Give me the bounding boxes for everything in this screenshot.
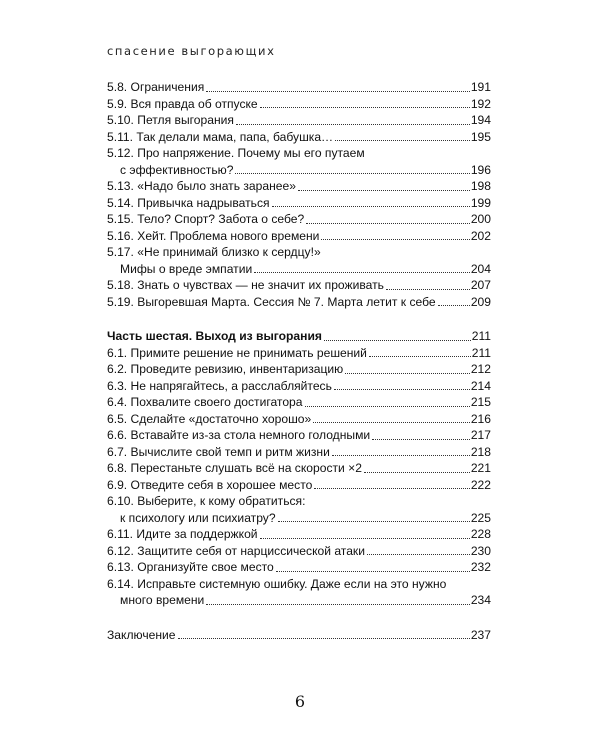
toc-entry-5-10[interactable] xyxy=(107,112,491,129)
toc-entry-title: 6.8. Перестаньте слушать всё на скорости ×2 xyxy=(107,461,362,475)
toc-entry-5-17[interactable] xyxy=(107,244,491,277)
toc-page-number: 217 xyxy=(470,428,491,442)
toc-entry-6-9[interactable] xyxy=(107,477,491,494)
toc-page-number: 209 xyxy=(470,294,491,309)
toc-page-number: 232 xyxy=(470,560,491,574)
toc-page-number: 228 xyxy=(470,527,491,541)
spacer xyxy=(107,609,491,627)
dot-leader xyxy=(367,553,470,555)
toc-entry-title-line2: много времени xyxy=(120,593,205,607)
dot-leader xyxy=(324,339,471,341)
toc-page-number: 230 xyxy=(470,543,491,558)
toc-page-number: 237 xyxy=(470,627,491,642)
toc-part-six-heading[interactable] xyxy=(107,328,491,345)
toc-entry-6-7[interactable] xyxy=(107,444,491,461)
dot-leader xyxy=(372,438,470,440)
toc-entry-title-line2: Мифы о вреде эмпатии xyxy=(120,261,253,276)
dot-leader xyxy=(438,304,470,306)
toc-entry-6-11[interactable] xyxy=(107,526,491,543)
toc-entry-title: 6.1. Примите решение не принимать решений xyxy=(107,345,367,360)
toc-page-number: 199 xyxy=(470,195,491,210)
toc-entry-title: 6.3. Не напрягайтесь, а расслабляйтесь xyxy=(107,378,332,393)
toc-entry-5-18[interactable] xyxy=(107,277,491,294)
dot-leader xyxy=(236,123,470,125)
dot-leader xyxy=(178,637,470,639)
toc-entry-title: 5.10. Петля выгорания xyxy=(107,113,234,127)
dot-leader xyxy=(335,139,470,141)
toc-entry-title-line2: с эффективностью? xyxy=(120,162,234,177)
dot-leader xyxy=(276,570,470,572)
dot-leader xyxy=(260,106,470,108)
toc-entry-6-4[interactable] xyxy=(107,394,491,411)
toc-page-number: 196 xyxy=(470,162,491,177)
toc-entry-5-19[interactable] xyxy=(107,294,491,311)
dot-leader xyxy=(332,454,470,456)
dot-leader xyxy=(306,222,470,224)
spacer xyxy=(107,310,491,328)
dot-leader xyxy=(314,487,469,489)
toc-entry-conclusion[interactable] xyxy=(107,627,491,644)
dot-leader xyxy=(298,189,470,191)
toc-entry-title: 6.2. Проведите ревизию, инвентаризацию xyxy=(107,362,344,376)
toc-entry-5-9[interactable] xyxy=(107,96,491,113)
toc-page-number: 194 xyxy=(470,113,491,127)
toc-entry-6-10[interactable] xyxy=(107,493,491,526)
toc-entry-6-14[interactable] xyxy=(107,576,491,609)
toc-entry-6-13[interactable] xyxy=(107,559,491,576)
toc-page-number: 218 xyxy=(470,444,491,459)
toc-page-number: 225 xyxy=(470,510,491,525)
toc-entry-6-6[interactable] xyxy=(107,427,491,444)
table-of-contents xyxy=(107,79,491,643)
toc-entry-title: 5.19. Выгоревшая Марта. Сессия № 7. Марта летит к себе xyxy=(107,294,436,309)
dot-leader xyxy=(313,421,470,423)
dot-leader xyxy=(364,471,470,473)
toc-entry-6-8[interactable] xyxy=(107,460,491,477)
toc-page-number: 207 xyxy=(470,278,491,292)
toc-entry-title: 6.12. Защитите себя от нарциссической атаки xyxy=(107,543,365,558)
toc-page-number: 191 xyxy=(470,80,491,94)
dot-leader xyxy=(305,405,470,407)
toc-entry-title: 6.6. Вставайте из-за стола немного голодными xyxy=(107,428,371,442)
toc-entry-6-12[interactable] xyxy=(107,543,491,560)
toc-entry-5-15[interactable] xyxy=(107,211,491,228)
running-head: спасение выгорающих xyxy=(107,44,276,58)
dot-leader xyxy=(334,388,470,390)
toc-entry-title: 6.9. Отведите себя в хорошее место xyxy=(107,477,313,492)
toc-entry-title: 5.18. Знать о чувствах — не значит их проживать xyxy=(107,278,384,292)
toc-entry-title: 5.9. Вся правда об отпуске xyxy=(107,96,258,111)
dot-leader xyxy=(369,355,471,357)
toc-entry-title: 6.4. Похвалите своего достигатора xyxy=(107,395,303,409)
toc-page-number: 215 xyxy=(470,395,491,409)
toc-page-number: 195 xyxy=(470,129,491,144)
page-number: 6 xyxy=(294,692,306,711)
toc-page-number: 216 xyxy=(470,411,491,426)
dot-leader xyxy=(254,271,470,273)
toc-entry-title: 6.5. Сделайте «достаточно хорошо» xyxy=(107,411,312,426)
toc-entry-5-12[interactable] xyxy=(107,145,491,178)
toc-entry-6-1[interactable] xyxy=(107,345,491,362)
toc-entry-title-line2: к психологу или психиатру? xyxy=(120,510,276,525)
toc-page-number: 202 xyxy=(470,228,491,243)
dot-leader xyxy=(345,372,470,374)
toc-entry-title-line1: 5.17. «Не принимай близко к сердцу!» xyxy=(107,245,321,259)
toc-entry-title-line1: 6.14. Исправьте системную ошибку. Даже если на это нужно xyxy=(107,576,447,591)
toc-entry-title: 5.14. Привычка надрываться xyxy=(107,195,270,210)
dot-leader xyxy=(260,537,470,539)
dot-leader xyxy=(235,172,469,174)
toc-page-number: 211 xyxy=(471,345,491,360)
toc-entry-5-16[interactable] xyxy=(107,228,491,245)
toc-entry-title: 6.11. Идите за поддержкой xyxy=(107,527,258,541)
toc-page-number: 211 xyxy=(471,329,491,343)
dot-leader xyxy=(386,288,470,290)
toc-page-number: 214 xyxy=(470,378,491,393)
toc-entry-5-13[interactable] xyxy=(107,178,491,195)
toc-entry-5-14[interactable] xyxy=(107,195,491,212)
toc-part-title: Часть шестая. Выход из выгорания xyxy=(107,329,322,343)
toc-entry-title: 5.15. Тело? Спорт? Забота о себе? xyxy=(107,212,305,226)
toc-entry-6-5[interactable] xyxy=(107,411,491,428)
toc-page-number: 192 xyxy=(470,96,491,111)
dot-leader xyxy=(272,205,470,207)
toc-page-number: 212 xyxy=(470,362,491,376)
toc-entry-title: 5.8. Ограничения xyxy=(107,80,205,94)
toc-entry-5-8[interactable] xyxy=(107,79,491,96)
toc-entry-title-line1: 6.10. Выберите, к кому обратиться: xyxy=(107,494,306,508)
dot-leader xyxy=(321,238,469,240)
toc-page-number: 200 xyxy=(470,212,491,226)
toc-entry-5-11[interactable] xyxy=(107,129,491,146)
toc-page-number: 222 xyxy=(470,477,491,492)
toc-entry-title: 5.13. «Надо было знать заранее» xyxy=(107,179,296,193)
dot-leader xyxy=(206,603,470,605)
toc-entry-6-2[interactable] xyxy=(107,361,491,378)
toc-page-number: 221 xyxy=(470,461,491,475)
toc-page-number: 204 xyxy=(470,261,491,276)
toc-page-number: 198 xyxy=(470,179,491,193)
toc-entry-title: 6.13. Организуйте свое место xyxy=(107,560,274,574)
toc-entry-title: 5.16. Хейт. Проблема нового времени xyxy=(107,228,320,243)
dot-leader xyxy=(206,90,470,92)
dot-leader xyxy=(278,520,470,522)
toc-entry-6-3[interactable] xyxy=(107,378,491,395)
toc-entry-title: 5.11. Так делали мама, папа, бабушка… xyxy=(107,129,334,144)
toc-page-number: 234 xyxy=(470,593,491,607)
toc-entry-title-line1: 5.12. Про напряжение. Почему мы его путаем xyxy=(107,146,365,160)
toc-entry-title: 6.7. Вычислите свой темп и ритм жизни xyxy=(107,444,330,459)
toc-entry-title: Заключение xyxy=(107,627,176,642)
